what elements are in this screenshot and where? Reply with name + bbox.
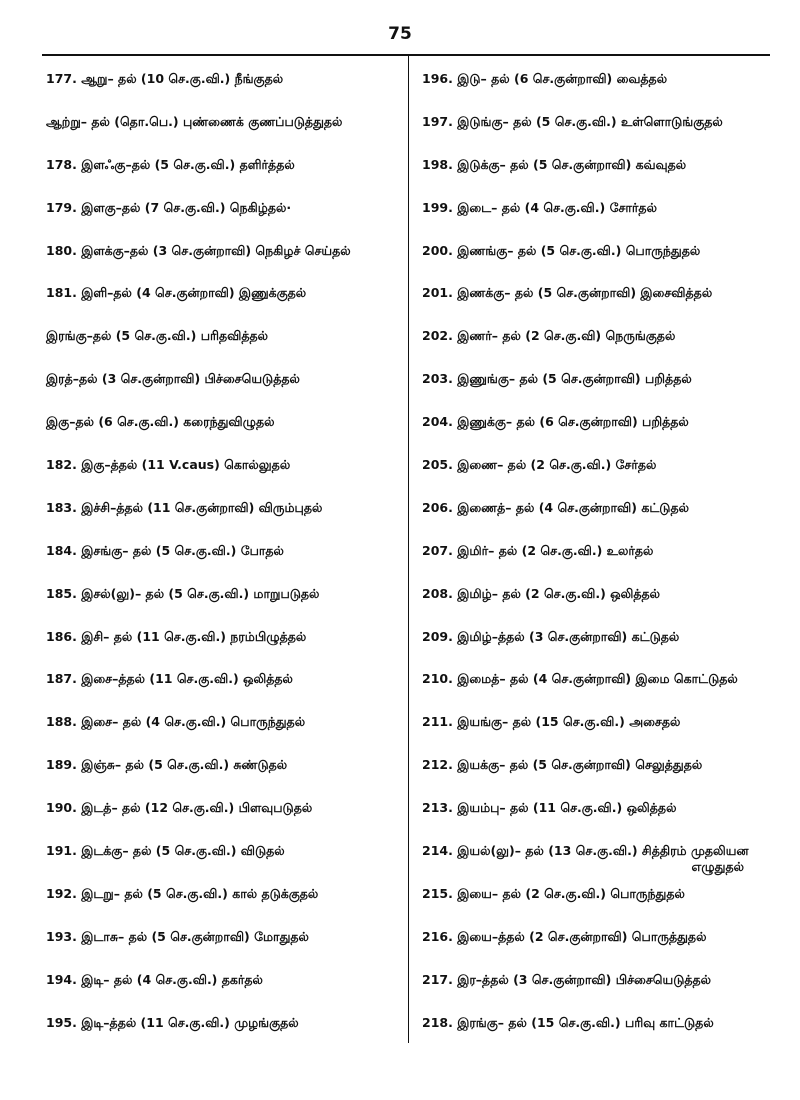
dictionary-entry: 216. இயை–த்தல் (2 செ.குன்றாவி) பொருத்துதல் [422,928,707,944]
dictionary-entry: 218. இரங்கு– தல் (15 செ.கு.வி.) பரிவு காட்டுதல் [422,1014,714,1030]
dictionary-entry: 180. இளக்கு–தல் (3 செ.குன்றாவி) நெகிழச் செய்தல் [46,242,351,258]
dictionary-entry: 203. இணுங்கு– தல் (5 செ.குன்றாவி) பறித்தல் [422,371,692,387]
dictionary-entry: 182. இகு–த்தல் (11 V.caus) கொல்லுதல் [46,457,291,473]
dictionary-entry: 210. இமைத்– தல் (4 செ.குன்றாவி) இமை கொட்டுதல் [422,671,738,687]
dictionary-entry: 177. ஆறு– தல் (10 செ.கு.வி.) நீங்குதல் [46,71,284,86]
entry-continuation-text: எழுதுதல் [691,859,744,875]
dictionary-entry: 217. இர–த்தல் (3 செ.குன்றாவி) பிச்சையெடுத்தல் [422,971,712,987]
dictionary-entry: இரங்கு–தல் (5 செ.கு.வி.) பரிதவித்தல் [46,328,269,344]
dictionary-entry: 197. இடுங்கு– தல் (5 செ.கு.வி.) உள்ளொடுங்குதல் [422,113,723,129]
dictionary-entry: 213. இயம்பு– தல் (11 செ.கு.வி.) ஒலித்தல் [422,800,677,816]
dictionary-entry: 193. இடாசு– தல் (5 செ.குன்றாவி) மோதுதல் [46,928,309,944]
dictionary-entry: 194. இடி– தல் (4 செ.கு.வி.) தகர்தல் [46,971,263,987]
dictionary-entry: 199. இடை– தல் (4 செ.கு.வி.) சோர்தல் [422,199,657,215]
dictionary-entry: 202. இணர்– தல் (2 செ.கு.வி) நெருங்குதல் [422,328,676,344]
dictionary-entry: 187. இசை–த்தல் (11 செ.கு.வி.) ஒலித்தல் [46,671,293,687]
dictionary-entry: 196. இடு– தல் (6 செ.குன்றாவி) வைத்தல் [422,71,668,86]
dictionary-entry: 200. இணங்கு– தல் (5 செ.கு.வி.) பொருந்துதல் [422,242,701,258]
dictionary-entry: 212. இயக்கு– தல் (5 செ.குன்றாவி) செலுத்துதல் [422,757,703,773]
entry-main-text: 214. இயல்(லு)– தல் (13 செ.கு.வி.) சித்திரம் முதலியன [422,843,749,859]
dictionary-entry: 208. இமிழ்– தல் (2 செ.கு.வி.) ஒலித்தல் [422,585,661,601]
dictionary-entry: 179. இளகு–தல் (7 செ.கு.வி.) நெகிழ்தல்· [46,199,292,215]
dictionary-entry: 204. இணுக்கு– தல் (6 செ.குன்றாவி) பறித்தல் [422,414,689,430]
right-column [422,70,794,1056]
dictionary-entry: 205. இணை– தல் (2 செ.கு.வி.) சேர்தல் [422,457,657,473]
dictionary-entry: 181. இளி–தல் (4 செ.குன்றாவி) இணுக்குதல் [46,285,307,301]
dictionary-entry: இகு–தல் (6 செ.கு.வி.) கரைந்துவிழுதல் [46,414,275,430]
dictionary-entry: 178. இளஃகு–தல் (5 செ.கு.வி.) தளிர்த்தல் [46,156,295,172]
dictionary-entry: 183. இச்சி–த்தல் (11 செ.குன்றாவி) விரும்புதல் [46,499,323,515]
top-rule [42,54,770,56]
dictionary-entry: 185. இசல்(லு)– தல் (5 செ.கு.வி.) மாறுபடுதல் [46,585,320,601]
dictionary-entry: 189. இஞ்சு– தல் (5 செ.கு.வி.) சுண்டுதல் [46,757,288,773]
dictionary-entry: 215. இயை– தல் (2 செ.கு.வி.) பொருந்துதல் [422,885,685,901]
dictionary-entry: 184. இசங்கு– தல் (5 செ.கு.வி.) போதல் [46,542,284,558]
dictionary-entry: இரத்–தல் (3 செ.குன்றாவி) பிச்சையெடுத்தல் [46,371,300,387]
dictionary-entry: 188. இசை– தல் (4 செ.கு.வி.) பொருந்துதல் [46,714,306,730]
dictionary-entry: 209. இமிழ்–த்தல் (3 செ.குன்றாவி) கட்டுதல் [422,628,680,644]
dictionary-entry: ஆற்று– தல் (தொ.பெ.) புண்ணைக் குணப்படுத்துதல் [46,113,343,129]
dictionary-entry: 206. இணைத்– தல் (4 செ.குன்றாவி) கட்டுதல் [422,499,689,515]
page-number: 75 [388,24,412,44]
left-column [46,70,436,1056]
dictionary-entry [422,842,794,885]
dictionary-entry: 191. இடக்கு– தல் (5 செ.கு.வி.) விடுதல் [46,843,285,859]
dictionary-entry: 190. இடத்– தல் (12 செ.கு.வி.) பிளவுபடுதல் [46,800,313,816]
dictionary-entry: 201. இணக்கு– தல் (5 செ.குன்றாவி) இசைவித்தல் [422,285,713,301]
dictionary-entry: 186. இசி– தல் (11 செ.கு.வி.) நரம்பிழுத்தல் [46,628,307,644]
dictionary-entry: 211. இயங்கு– தல் (15 செ.கு.வி.) அசைதல் [422,714,681,730]
dictionary-entry: 195. இடி–த்தல் (11 செ.கு.வி.) முழங்குதல் [46,1014,299,1030]
dictionary-entry: 207. இமிர்– தல் (2 செ.கு.வி.) உலர்தல் [422,542,654,558]
dictionary-entry: 198. இடுக்கு– தல் (5 செ.குன்றாவி) கவ்வுதல் [422,156,687,172]
dictionary-entry: 192. இடறு– தல் (5 செ.கு.வி.) கால் தடுக்குதல் [46,885,319,901]
